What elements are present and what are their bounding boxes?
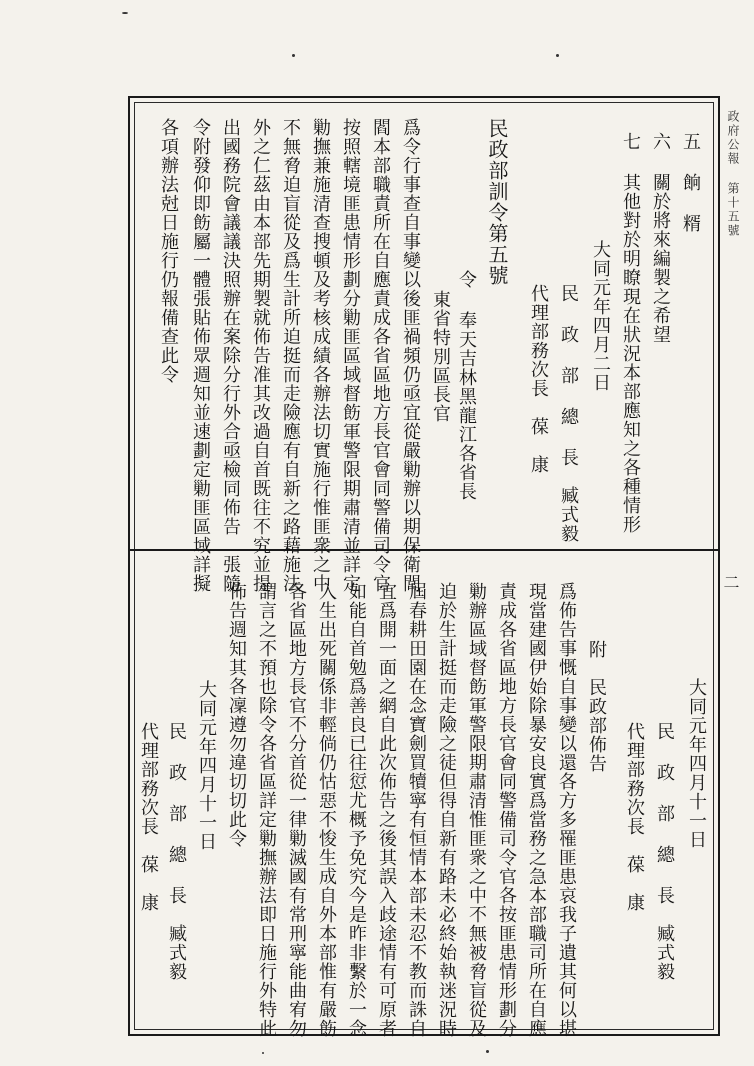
notice-body-line: 如能自首勉爲善良已往愆尤概予免究今是昨非繫於一念 (346, 582, 367, 1038)
lower-signature-minister-2: 民 政 部 總 長 臧式毅 (166, 722, 187, 981)
page-number: 二 (721, 574, 740, 590)
scan-speck (122, 12, 128, 14)
notice-body-line: 勦辦區域督飭軍警限期肅清惟匪衆之中不無被脅盲從及 (466, 582, 487, 1038)
lower-date-2: 大同元年四月十一日 (196, 680, 217, 851)
notice-body-line: 佈告週知其各凜遵勿違切切此令 (226, 582, 247, 848)
order-body-line: 各項辦法尅日施行仍報備查此令 (158, 118, 179, 384)
scan-speck (292, 54, 295, 57)
order-body-line: 外之仁茲由本部先期製就佈告准其改過自首既往不究並提 (250, 118, 271, 593)
upper-date: 大同元年四月二日 (590, 240, 611, 392)
scan-speck (262, 1052, 264, 1054)
lower-signature-vice-1: 代理部務次長 葆 康 (624, 722, 645, 912)
scan-speck (556, 54, 559, 57)
upper-signature-minister: 民 政 部 總 長 臧式毅 (558, 284, 579, 543)
upper-signature-vice: 代理部務次長 葆 康 (528, 284, 549, 474)
notice-body-line: 宜爲開一面之網自此次佈告之後其誤入歧途情有可原者 (376, 582, 397, 1038)
scan-speck (486, 1050, 489, 1053)
notice-body-line: 各省區地方長官不分首從一律勦滅國有常刑寧能曲宥勿 (286, 582, 307, 1038)
notice-body-line: 責成各省區地方長官會同警備司令官各按匪患情形劃分 (496, 582, 517, 1038)
order-body-line: 出國務院會議議決照辦在案除分行外合亟檢同佈告 張隨 (220, 118, 241, 593)
lower-date-1: 大同元年四月十一日 (686, 678, 707, 849)
notice-body-line: 入生出死關係非輕倘仍怙惡不悛生成自外本部惟有嚴飭 (316, 582, 337, 1038)
notice-body-line: 現當建國伊始除暴安良實爲當務之急本部職司所在自應 (526, 582, 547, 1038)
item-7: 七 其他對於明瞭現在狀況本部應知之各種情形 (620, 132, 641, 534)
order-body-line: 閻本部職責所在自應責成各省區地方長官會同警備司令官 (370, 118, 391, 593)
notice-body-line: 迫於生計挺而走險之徒但得自新有路未必終始執迷況時 (436, 582, 457, 1038)
order-body-line: 不無脅迫盲從及爲生計所迫挺而走險應有自新之路藉施法 (280, 118, 301, 593)
order-body-line: 勦撫兼施清查搜頓及考核成績各辦法切實施行惟匪衆之中 (310, 118, 331, 593)
running-title: 政府公報 第十五號 (726, 110, 740, 238)
notice-body-line: 屆春耕田園在念寶劍買犢寧有恒情本部未忍不教而誅自 (406, 582, 427, 1038)
order-title: 民政部訓令第五號 (485, 118, 509, 286)
item-6: 六 關於將來編製之希望 (650, 132, 671, 344)
addressee-2: 東省特別區長官 (430, 290, 451, 423)
appendix-title: 附 民政部佈告 (586, 640, 607, 773)
order-body-line: 令附發仰即飭屬一體張貼佈眾週知並速劃定勦匪區域詳擬 (190, 118, 211, 593)
notice-body-line: 謂言之不預也除令各省區詳定勦撫辦法即日施行外特此 (256, 582, 277, 1038)
order-body-line: 按照轄境匪患情形劃分勦匪區域督飭軍警限期肅清並詳定 (340, 118, 361, 593)
order-body-line: 爲令行事查自事變以後匪禍頻仍亟宜從嚴勦辦以期保衛閭 (400, 118, 421, 593)
lower-signature-minister-1: 民 政 部 總 長 臧式毅 (654, 722, 675, 981)
addressee-1: 令 奉天吉林黑龍江各省長 (456, 270, 477, 501)
section-divider (128, 549, 720, 551)
item-5: 五 餉 糈 (680, 132, 701, 233)
notice-body-line: 爲佈告事慨自事變以還各方多罹匪患哀我子遺其何以堪 (556, 582, 577, 1038)
lower-signature-vice-2: 代理部務次長 葆 康 (138, 722, 159, 912)
